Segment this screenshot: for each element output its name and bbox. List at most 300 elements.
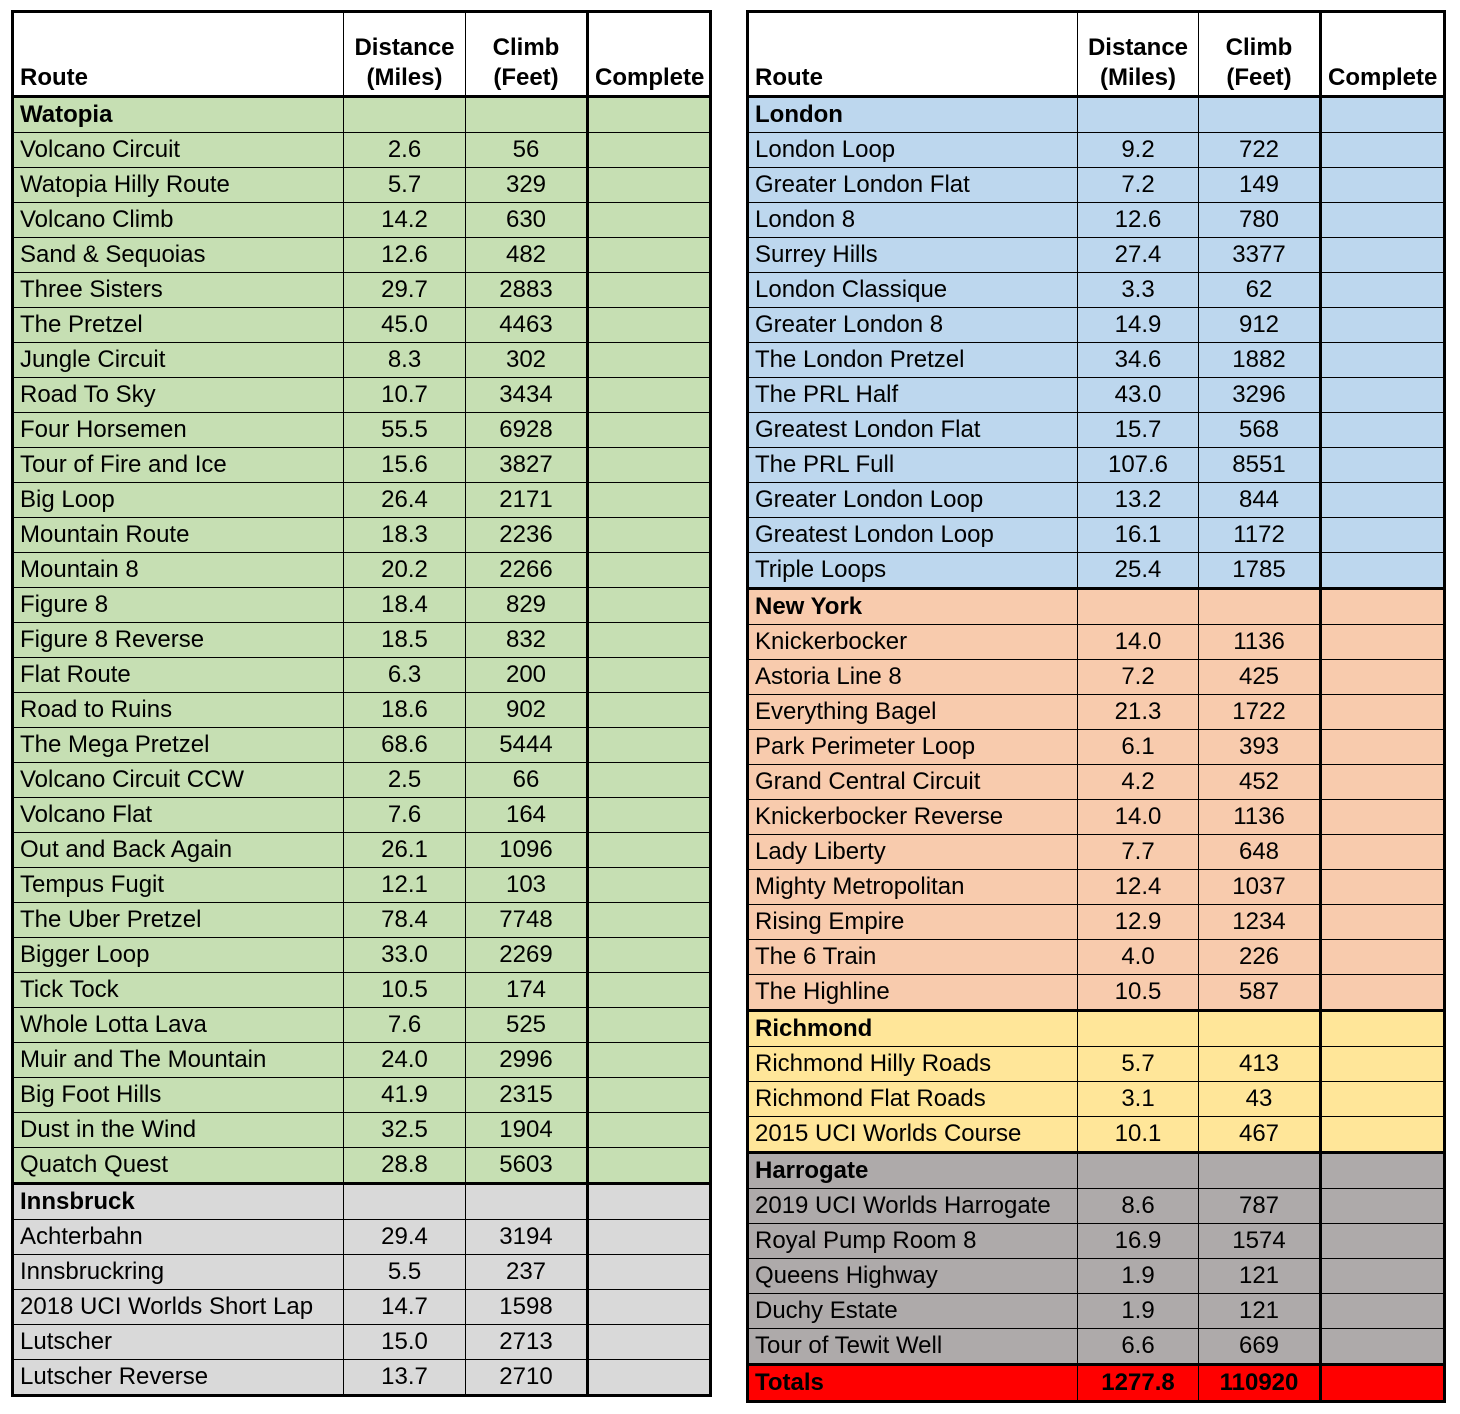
table-row: [13, 728, 711, 763]
complete-cell[interactable]: [1321, 553, 1445, 589]
section-climb-empty: [1199, 97, 1321, 133]
section-header-newyork: [748, 589, 1445, 625]
distance-value: 15.6: [344, 448, 466, 483]
climb-value: 844: [1199, 483, 1321, 518]
climb-value: 829: [466, 588, 588, 623]
climb-value: 3296: [1199, 378, 1321, 413]
route-name: Grand Central Circuit: [748, 765, 1078, 800]
route-name: Greater London Flat: [748, 168, 1078, 203]
complete-cell[interactable]: [1321, 97, 1445, 133]
route-name: Queens Highway: [748, 1259, 1078, 1294]
distance-value: 12.6: [344, 238, 466, 273]
climb-value: 174: [466, 973, 588, 1008]
section-distance-empty: [344, 1184, 466, 1220]
table-row: [13, 483, 711, 518]
table-row: [13, 518, 711, 553]
distance-value: 10.1: [1078, 1117, 1199, 1153]
climb-value: 2315: [466, 1078, 588, 1113]
climb-value: 413: [1199, 1047, 1321, 1082]
distance-value: 21.3: [1078, 695, 1199, 730]
distance-value: 32.5: [344, 1113, 466, 1148]
complete-cell[interactable]: [588, 693, 711, 728]
complete-cell[interactable]: [1321, 940, 1445, 975]
section-name: Richmond: [748, 1011, 1078, 1047]
complete-cell[interactable]: [588, 938, 711, 973]
table-row: [748, 1189, 1445, 1224]
table-row: [13, 658, 711, 693]
complete-cell[interactable]: [588, 273, 711, 308]
climb-value: 6928: [466, 413, 588, 448]
climb-value: 832: [466, 623, 588, 658]
climb-value: 121: [1199, 1294, 1321, 1329]
route-name: Out and Back Again: [13, 833, 344, 868]
complete-cell[interactable]: [588, 1148, 711, 1184]
table-row: [748, 870, 1445, 905]
section-name: Innsbruck: [13, 1184, 344, 1220]
complete-cell[interactable]: [588, 133, 711, 168]
route-name: Three Sisters: [13, 273, 344, 308]
route-header: Route: [13, 12, 344, 97]
climb-value: 149: [1199, 168, 1321, 203]
distance-value: 6.6: [1078, 1329, 1199, 1365]
table-row: [13, 1325, 711, 1360]
table-row: [748, 625, 1445, 660]
climb-value: 669: [1199, 1329, 1321, 1365]
complete-cell[interactable]: [1321, 1047, 1445, 1082]
climb-value: 630: [466, 203, 588, 238]
route-name: Mighty Metropolitan: [748, 870, 1078, 905]
climb-value: 482: [466, 238, 588, 273]
distance-value: 14.9: [1078, 308, 1199, 343]
complete-cell[interactable]: [1321, 1259, 1445, 1294]
climb-value: 121: [1199, 1259, 1321, 1294]
climb-value: 425: [1199, 660, 1321, 695]
complete-cell[interactable]: [1321, 1153, 1445, 1189]
distance-value: 27.4: [1078, 238, 1199, 273]
distance-value: 7.7: [1078, 835, 1199, 870]
distance-value: 28.8: [344, 1148, 466, 1184]
route-name: Whole Lotta Lava: [13, 1008, 344, 1043]
table-row: [748, 203, 1445, 238]
route-name: Flat Route: [13, 658, 344, 693]
distance-value: 18.5: [344, 623, 466, 658]
complete-cell[interactable]: [588, 483, 711, 518]
section-distance-empty: [1078, 589, 1199, 625]
route-name: Innsbruckring: [13, 1255, 344, 1290]
distance-value: 14.2: [344, 203, 466, 238]
complete-cell[interactable]: [1321, 133, 1445, 168]
complete-cell[interactable]: [1321, 800, 1445, 835]
complete-cell[interactable]: [588, 308, 711, 343]
route-name: The Pretzel: [13, 308, 344, 343]
complete-cell[interactable]: [588, 763, 711, 798]
table-row: [13, 588, 711, 623]
climb-value: 226: [1199, 940, 1321, 975]
complete-cell[interactable]: [588, 97, 711, 133]
distance-header: Distance (Miles): [344, 12, 466, 97]
route-name: Greater London 8: [748, 308, 1078, 343]
complete-cell[interactable]: [588, 798, 711, 833]
route-name: Sand & Sequoias: [13, 238, 344, 273]
table-row: [13, 413, 711, 448]
section-name: Harrogate: [748, 1153, 1078, 1189]
climb-value: 1722: [1199, 695, 1321, 730]
complete-cell[interactable]: [1321, 730, 1445, 765]
complete-cell[interactable]: [588, 413, 711, 448]
route-name: 2015 UCI Worlds Course: [748, 1117, 1078, 1153]
distance-value: 18.3: [344, 518, 466, 553]
complete-cell[interactable]: [588, 588, 711, 623]
totals-climb: 110920: [1199, 1365, 1321, 1402]
complete-cell[interactable]: [1321, 975, 1445, 1011]
route-name: The Mega Pretzel: [13, 728, 344, 763]
section-distance-empty: [1078, 97, 1199, 133]
complete-cell[interactable]: [1321, 308, 1445, 343]
complete-cell[interactable]: [588, 203, 711, 238]
complete-cell[interactable]: [588, 1255, 711, 1290]
route-name: Volcano Climb: [13, 203, 344, 238]
climb-value: 1234: [1199, 905, 1321, 940]
route-name: The PRL Half: [748, 378, 1078, 413]
distance-value: 6.3: [344, 658, 466, 693]
route-name: London Classique: [748, 273, 1078, 308]
climb-value: 525: [466, 1008, 588, 1043]
route-name: Greatest London Flat: [748, 413, 1078, 448]
table-row: [748, 518, 1445, 553]
table-row: [748, 975, 1445, 1011]
distance-value: 15.7: [1078, 413, 1199, 448]
complete-cell[interactable]: [588, 903, 711, 938]
climb-value: 2171: [466, 483, 588, 518]
table-row: [748, 1224, 1445, 1259]
table-row: [748, 835, 1445, 870]
complete-cell[interactable]: [588, 1290, 711, 1325]
complete-cell[interactable]: [1321, 518, 1445, 553]
complete-cell[interactable]: [1321, 1117, 1445, 1153]
climb-value: 62: [1199, 273, 1321, 308]
distance-value: 6.1: [1078, 730, 1199, 765]
table-row: [13, 1220, 711, 1255]
route-name: Road to Ruins: [13, 693, 344, 728]
route-name: Rising Empire: [748, 905, 1078, 940]
climb-value: 43: [1199, 1082, 1321, 1117]
table-row: [13, 1008, 711, 1043]
table-row: [13, 798, 711, 833]
distance-value: 3.3: [1078, 273, 1199, 308]
section-distance-empty: [1078, 1153, 1199, 1189]
route-name: Lutscher: [13, 1325, 344, 1360]
route-name: Knickerbocker Reverse: [748, 800, 1078, 835]
complete-cell[interactable]: [588, 553, 711, 588]
table-row: [13, 308, 711, 343]
complete-cell[interactable]: [588, 378, 711, 413]
distance-value: 13.7: [344, 1360, 466, 1396]
route-name: Mountain Route: [13, 518, 344, 553]
complete-cell[interactable]: [1321, 168, 1445, 203]
table-row: [13, 938, 711, 973]
complete-cell[interactable]: [1321, 905, 1445, 940]
table-row: [748, 378, 1445, 413]
route-name: Surrey Hills: [748, 238, 1078, 273]
climb-value: 780: [1199, 203, 1321, 238]
climb-value: 164: [466, 798, 588, 833]
complete-cell[interactable]: [588, 623, 711, 658]
complete-cell[interactable]: [1321, 203, 1445, 238]
table-row: [13, 168, 711, 203]
complete-cell[interactable]: [1321, 273, 1445, 308]
route-name: Muir and The Mountain: [13, 1043, 344, 1078]
complete-cell[interactable]: [588, 1220, 711, 1255]
header-row: [13, 12, 711, 97]
table-row: [748, 940, 1445, 975]
table-row: [748, 133, 1445, 168]
climb-value: 237: [466, 1255, 588, 1290]
complete-cell[interactable]: [1321, 1224, 1445, 1259]
route-name: Figure 8: [13, 588, 344, 623]
route-name: Tour of Tewit Well: [748, 1329, 1078, 1365]
climb-value: 3434: [466, 378, 588, 413]
distance-value: 107.6: [1078, 448, 1199, 483]
section-name: London: [748, 97, 1078, 133]
distance-value: 14.7: [344, 1290, 466, 1325]
climb-value: 103: [466, 868, 588, 903]
section-header-innsbruck: [13, 1184, 711, 1220]
section-distance-empty: [1078, 1011, 1199, 1047]
complete-cell[interactable]: [588, 1113, 711, 1148]
climb-value: 467: [1199, 1117, 1321, 1153]
climb-value: 1785: [1199, 553, 1321, 589]
route-name: Big Loop: [13, 483, 344, 518]
complete-cell[interactable]: [1321, 589, 1445, 625]
section-climb-empty: [1199, 1153, 1321, 1189]
distance-value: 18.4: [344, 588, 466, 623]
totals-distance: 1277.8: [1078, 1365, 1199, 1402]
distance-value: 4.2: [1078, 765, 1199, 800]
climb-value: 56: [466, 133, 588, 168]
table-row: [748, 905, 1445, 940]
table-row: [748, 800, 1445, 835]
distance-value: 24.0: [344, 1043, 466, 1078]
route-name: Figure 8 Reverse: [13, 623, 344, 658]
distance-value: 12.9: [1078, 905, 1199, 940]
complete-cell[interactable]: [588, 168, 711, 203]
header-row: [748, 12, 1445, 97]
complete-cell[interactable]: [1321, 1294, 1445, 1329]
distance-value: 12.6: [1078, 203, 1199, 238]
complete-cell[interactable]: [1321, 378, 1445, 413]
distance-value: 26.4: [344, 483, 466, 518]
table-row: [13, 133, 711, 168]
table-row: [748, 1329, 1445, 1365]
table-row: [748, 1117, 1445, 1153]
section-climb-empty: [1199, 1011, 1321, 1047]
climb-value: 5603: [466, 1148, 588, 1184]
complete-cell[interactable]: [1321, 660, 1445, 695]
complete-cell[interactable]: [588, 238, 711, 273]
complete-cell[interactable]: [1321, 625, 1445, 660]
table-row: [748, 1047, 1445, 1082]
section-header-watopia: [13, 97, 711, 133]
distance-value: 29.4: [344, 1220, 466, 1255]
route-name: Volcano Flat: [13, 798, 344, 833]
complete-cell[interactable]: [588, 1325, 711, 1360]
route-name: The Highline: [748, 975, 1078, 1011]
complete-cell[interactable]: [588, 973, 711, 1008]
route-name: Greater London Loop: [748, 483, 1078, 518]
complete-cell[interactable]: [1321, 870, 1445, 905]
route-name: Volcano Circuit: [13, 133, 344, 168]
section-header-richmond: [748, 1011, 1445, 1047]
climb-value: 3377: [1199, 238, 1321, 273]
climb-value: 1882: [1199, 343, 1321, 378]
distance-value: 7.6: [344, 798, 466, 833]
route-name: Duchy Estate: [748, 1294, 1078, 1329]
climb-value: 2883: [466, 273, 588, 308]
complete-cell[interactable]: [588, 658, 711, 693]
complete-cell[interactable]: [1321, 343, 1445, 378]
climb-value: 66: [466, 763, 588, 798]
distance-value: 41.9: [344, 1078, 466, 1113]
table-row: [13, 448, 711, 483]
route-name: Astoria Line 8: [748, 660, 1078, 695]
complete-cell[interactable]: [588, 1078, 711, 1113]
route-name: Park Perimeter Loop: [748, 730, 1078, 765]
climb-header: Climb (Feet): [466, 12, 588, 97]
complete-cell[interactable]: [588, 1043, 711, 1078]
route-name: London Loop: [748, 133, 1078, 168]
climb-value: 722: [1199, 133, 1321, 168]
complete-cell[interactable]: [1321, 765, 1445, 800]
table-row: [13, 868, 711, 903]
complete-header: Complete: [588, 12, 711, 97]
route-name: Achterbahn: [13, 1220, 344, 1255]
route-name: Volcano Circuit CCW: [13, 763, 344, 798]
climb-value: 7748: [466, 903, 588, 938]
distance-value: 12.4: [1078, 870, 1199, 905]
distance-value: 26.1: [344, 833, 466, 868]
table-row: [748, 273, 1445, 308]
distance-value: 16.1: [1078, 518, 1199, 553]
table-row: [748, 695, 1445, 730]
section-climb-empty: [466, 97, 588, 133]
complete-cell[interactable]: [588, 868, 711, 903]
climb-value: 3827: [466, 448, 588, 483]
table-row: [13, 238, 711, 273]
distance-value: 4.0: [1078, 940, 1199, 975]
route-name: Tour of Fire and Ice: [13, 448, 344, 483]
distance-value: 5.7: [1078, 1047, 1199, 1082]
climb-value: 329: [466, 168, 588, 203]
complete-cell[interactable]: [1321, 448, 1445, 483]
complete-cell[interactable]: [588, 728, 711, 763]
table-row: [748, 483, 1445, 518]
table-row: [13, 973, 711, 1008]
complete-cell[interactable]: [588, 833, 711, 868]
route-name: Knickerbocker: [748, 625, 1078, 660]
climb-value: 200: [466, 658, 588, 693]
climb-value: 587: [1199, 975, 1321, 1011]
distance-value: 45.0: [344, 308, 466, 343]
climb-value: 1904: [466, 1113, 588, 1148]
route-name: London 8: [748, 203, 1078, 238]
route-name: Royal Pump Room 8: [748, 1224, 1078, 1259]
route-name: Tempus Fugit: [13, 868, 344, 903]
complete-cell[interactable]: [1321, 483, 1445, 518]
complete-cell[interactable]: [588, 518, 711, 553]
table-row: [13, 623, 711, 658]
route-name: Lutscher Reverse: [13, 1360, 344, 1396]
complete-cell[interactable]: [1321, 695, 1445, 730]
table-row: [13, 1148, 711, 1184]
complete-cell[interactable]: [588, 1184, 711, 1220]
climb-value: 302: [466, 343, 588, 378]
distance-value: 13.2: [1078, 483, 1199, 518]
route-header: Route: [748, 12, 1078, 97]
climb-value: 3194: [466, 1220, 588, 1255]
climb-value: 2996: [466, 1043, 588, 1078]
climb-value: 1096: [466, 833, 588, 868]
distance-value: 2.6: [344, 133, 466, 168]
climb-value: 452: [1199, 765, 1321, 800]
route-name: 2018 UCI Worlds Short Lap: [13, 1290, 344, 1325]
section-name: New York: [748, 589, 1078, 625]
route-name: Richmond Hilly Roads: [748, 1047, 1078, 1082]
left-routes-table: [11, 10, 712, 1397]
table-row: [748, 238, 1445, 273]
complete-cell[interactable]: [588, 343, 711, 378]
complete-cell[interactable]: [1321, 1329, 1445, 1365]
distance-value: 5.7: [344, 168, 466, 203]
right-routes-table: [746, 10, 1446, 1403]
distance-value: 7.6: [344, 1008, 466, 1043]
climb-value: 2713: [466, 1325, 588, 1360]
table-row: [748, 730, 1445, 765]
route-name: The London Pretzel: [748, 343, 1078, 378]
complete-cell[interactable]: [1321, 238, 1445, 273]
climb-value: 648: [1199, 835, 1321, 870]
complete-cell[interactable]: [1321, 1082, 1445, 1117]
complete-cell[interactable]: [1321, 835, 1445, 870]
climb-value: 2236: [466, 518, 588, 553]
table-row: [13, 273, 711, 308]
route-name: Tick Tock: [13, 973, 344, 1008]
climb-value: 393: [1199, 730, 1321, 765]
complete-cell[interactable]: [588, 1360, 711, 1396]
table-row: [13, 903, 711, 938]
section-distance-empty: [344, 97, 466, 133]
complete-cell[interactable]: [1321, 413, 1445, 448]
distance-value: 3.1: [1078, 1082, 1199, 1117]
table-row: [13, 1043, 711, 1078]
distance-value: 14.0: [1078, 625, 1199, 660]
climb-value: 1136: [1199, 625, 1321, 660]
complete-cell[interactable]: [588, 1008, 711, 1043]
climb-header: Climb (Feet): [1199, 12, 1321, 97]
table-row: [748, 448, 1445, 483]
complete-cell[interactable]: [1321, 1189, 1445, 1224]
section-name: Watopia: [13, 97, 344, 133]
complete-cell[interactable]: [588, 448, 711, 483]
distance-value: 8.6: [1078, 1189, 1199, 1224]
route-name: Triple Loops: [748, 553, 1078, 589]
table-row: [13, 1255, 711, 1290]
distance-value: 8.3: [344, 343, 466, 378]
table-row: [13, 1078, 711, 1113]
complete-cell[interactable]: [1321, 1011, 1445, 1047]
distance-value: 68.6: [344, 728, 466, 763]
route-name: Watopia Hilly Route: [13, 168, 344, 203]
route-name: Bigger Loop: [13, 938, 344, 973]
